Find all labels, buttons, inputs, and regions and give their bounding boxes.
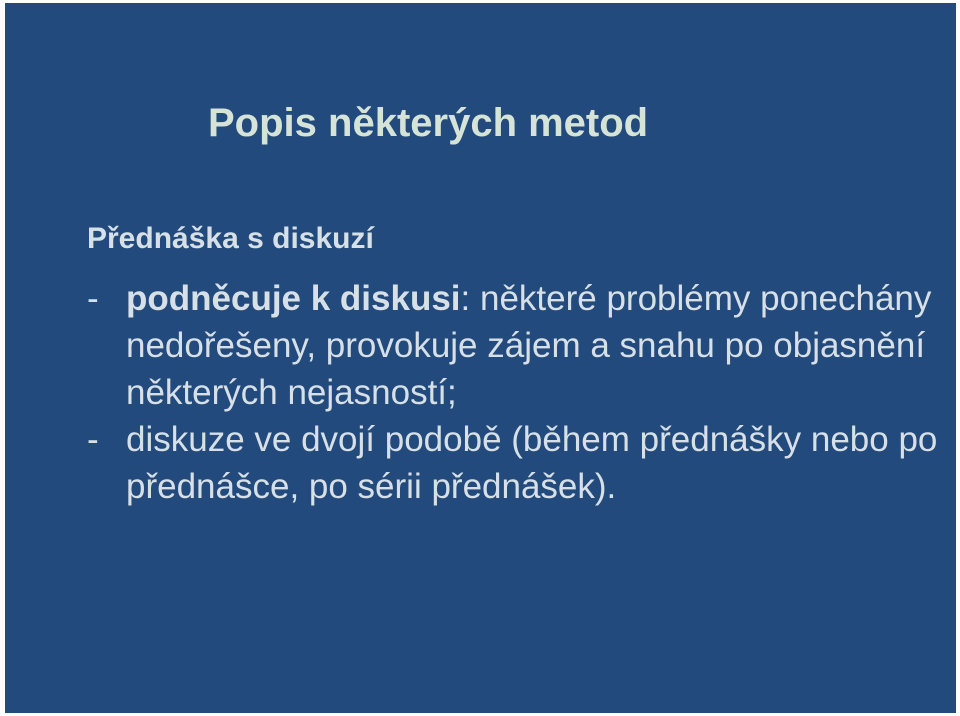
bullet-item-discussion-prompt — [87, 275, 947, 416]
bullet-text: : některé problémy ponechány nedořešeny, provokuje zájem a snahu po objasnění některých nejasností; — [126, 279, 932, 412]
dash-marker: - — [87, 279, 99, 318]
dash-marker: - — [87, 420, 99, 459]
bullet-item-discussion-form — [87, 416, 947, 510]
bullet-lead: podněcuje k diskusi — [126, 279, 461, 318]
section-heading: Přednáška s diskuzí — [87, 222, 374, 255]
slide — [5, 3, 956, 713]
slide-title: Popis některých metod — [208, 101, 649, 145]
bullet-list — [87, 275, 947, 510]
bullet-text: diskuze ve dvojí podobě (během přednášky nebo po přednášce, po sérii přednášek). — [126, 420, 938, 506]
